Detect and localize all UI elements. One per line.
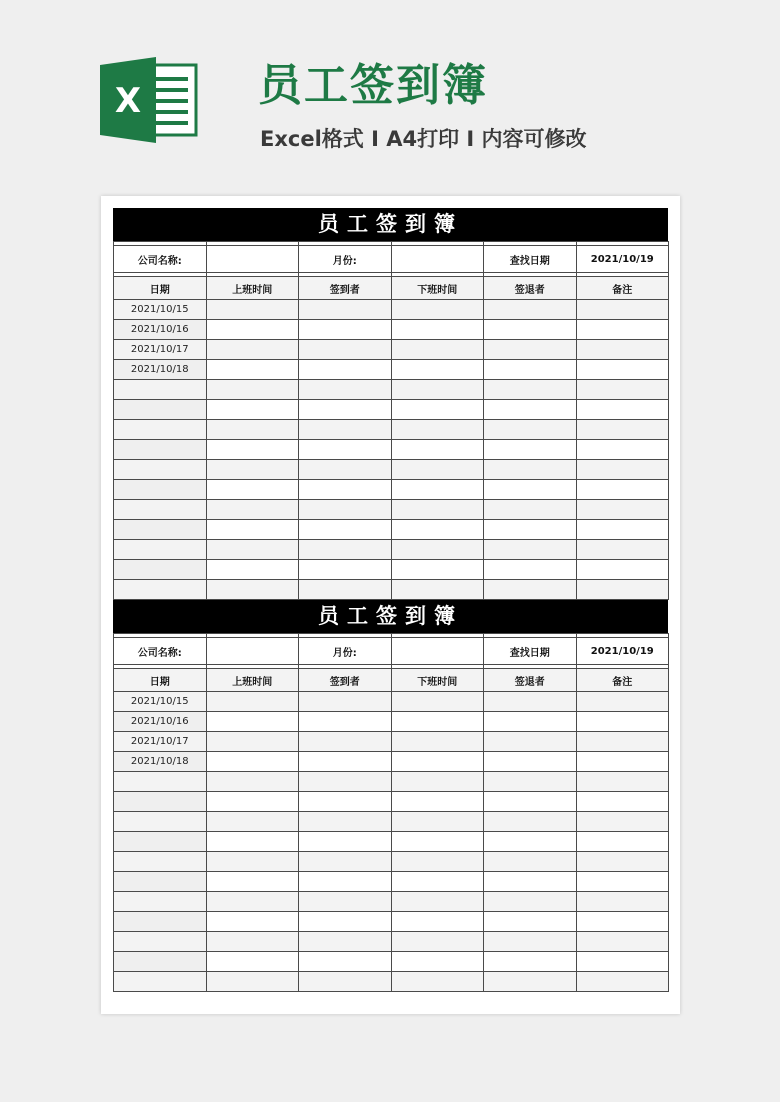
company-name-label: 公司名称: [114,638,207,665]
sign-in-sheet [113,600,668,992]
entry-cell[interactable] [391,480,484,500]
table-row [114,300,669,320]
entry-cell[interactable] [576,580,669,600]
entry-cell[interactable] [299,792,392,812]
page-title: 员工签到簿 [258,60,488,111]
table-row [114,912,669,932]
info-row [114,638,669,665]
document-paper [101,196,680,1014]
date-cell[interactable] [114,400,207,420]
company-name-field[interactable] [206,246,299,273]
entry-cell[interactable] [299,972,392,992]
entry-cell[interactable] [206,692,299,712]
date-cell[interactable] [114,932,207,952]
entry-cell[interactable] [206,540,299,560]
month-field[interactable] [391,638,484,665]
date-cell[interactable] [114,560,207,580]
entry-cell[interactable] [484,812,577,832]
date-cell[interactable] [114,772,207,792]
entry-cell[interactable] [391,560,484,580]
entry-cell[interactable] [391,872,484,892]
query-date-label: 查找日期 [484,246,577,273]
entry-cell[interactable] [484,712,577,732]
entry-cell[interactable] [484,360,577,380]
entry-cell[interactable] [299,400,392,420]
table-row [114,520,669,540]
entry-cell[interactable] [206,400,299,420]
entry-cell[interactable] [576,772,669,792]
date-cell[interactable] [114,520,207,540]
entry-cell[interactable] [391,460,484,480]
entry-cell[interactable] [206,952,299,972]
entry-cell[interactable] [299,912,392,932]
entry-cell[interactable] [299,712,392,732]
entry-cell[interactable] [576,560,669,580]
entry-cell[interactable] [576,460,669,480]
date-cell[interactable] [114,812,207,832]
entry-cell[interactable] [299,460,392,480]
date-cell[interactable] [114,792,207,812]
entry-cell[interactable] [484,400,577,420]
entry-cell[interactable] [576,892,669,912]
entry-cell[interactable] [206,360,299,380]
entry-cell[interactable] [576,520,669,540]
entry-cell[interactable] [206,440,299,460]
entry-cell[interactable] [206,560,299,580]
query-date-field[interactable]: 2021/10/19 [576,246,669,273]
entry-cell[interactable] [576,972,669,992]
table-row [114,832,669,852]
entry-cell[interactable] [391,832,484,852]
column-header: 日期 [114,277,207,300]
table-row [114,812,669,832]
column-header-row [114,669,669,692]
table-row [114,712,669,732]
table-row [114,972,669,992]
entry-cell[interactable] [484,772,577,792]
column-header: 备注 [576,277,669,300]
table-row [114,752,669,772]
month-label: 月份: [299,638,392,665]
entry-cell[interactable] [484,300,577,320]
entry-cell[interactable] [576,360,669,380]
entry-cell[interactable] [299,580,392,600]
entry-cell[interactable] [299,320,392,340]
entry-cell[interactable] [576,832,669,852]
entry-cell[interactable] [206,892,299,912]
entry-cell[interactable] [576,732,669,752]
entry-cell[interactable] [206,752,299,772]
column-header: 签退者 [484,669,577,692]
entry-cell[interactable] [391,300,484,320]
date-cell[interactable]: 2021/10/16 [114,320,207,340]
entry-cell[interactable] [484,320,577,340]
sign-in-sheet [113,208,668,600]
entry-cell[interactable] [576,340,669,360]
table-row [114,540,669,560]
entry-cell[interactable] [576,792,669,812]
entry-cell[interactable] [299,360,392,380]
entry-cell[interactable] [299,560,392,580]
column-header: 签到者 [299,669,392,692]
excel-logo-icon [100,57,198,143]
table-row [114,872,669,892]
entry-cell[interactable] [484,752,577,772]
entry-cell[interactable] [484,792,577,812]
entry-cell[interactable] [391,912,484,932]
entry-cell[interactable] [391,580,484,600]
entry-cell[interactable] [484,952,577,972]
entry-cell[interactable] [299,752,392,772]
entry-cell[interactable] [299,520,392,540]
entry-cell[interactable] [206,732,299,752]
entry-cell[interactable] [206,972,299,992]
entry-cell[interactable] [484,852,577,872]
date-cell[interactable] [114,832,207,852]
entry-cell[interactable] [391,932,484,952]
entry-cell[interactable] [299,480,392,500]
entry-cell[interactable] [484,560,577,580]
entry-cell[interactable] [206,792,299,812]
entry-cell[interactable] [391,380,484,400]
date-cell[interactable]: 2021/10/16 [114,712,207,732]
month-label: 月份: [299,246,392,273]
table-row [114,952,669,972]
table-row [114,692,669,712]
sign-in-table [113,241,669,600]
entry-cell[interactable] [484,892,577,912]
entry-cell[interactable] [484,540,577,560]
entry-cell[interactable] [206,772,299,792]
date-cell[interactable] [114,460,207,480]
entry-cell[interactable] [484,912,577,932]
entry-cell[interactable] [576,692,669,712]
page-header [0,0,780,190]
entry-cell[interactable] [576,440,669,460]
query-date-label: 查找日期 [484,638,577,665]
entry-cell[interactable] [391,320,484,340]
entry-cell[interactable] [206,872,299,892]
entry-cell[interactable] [299,772,392,792]
entry-cell[interactable] [206,932,299,952]
logo-letter: X [114,81,142,121]
entry-cell[interactable] [206,520,299,540]
entry-cell[interactable] [391,400,484,420]
entry-cell[interactable] [484,520,577,540]
column-header: 签退者 [484,277,577,300]
entry-cell[interactable] [576,712,669,732]
entry-cell[interactable] [299,812,392,832]
entry-cell[interactable] [299,540,392,560]
column-header: 下班时间 [391,277,484,300]
table-row [114,580,669,600]
entry-cell[interactable] [576,872,669,892]
entry-cell[interactable] [206,580,299,600]
column-header: 上班时间 [206,277,299,300]
table-row [114,480,669,500]
entry-cell[interactable] [576,752,669,772]
entry-cell[interactable] [391,712,484,732]
page-subtitle: Excel格式 I A4打印 I 内容可修改 [260,127,587,151]
table-row [114,560,669,580]
column-header-row [114,277,669,300]
sign-in-table [113,633,669,992]
table-row [114,792,669,812]
table-row [114,732,669,752]
entry-cell[interactable] [391,340,484,360]
entry-cell[interactable] [206,912,299,932]
entry-cell[interactable] [206,380,299,400]
entry-cell[interactable] [391,892,484,912]
entry-cell[interactable] [299,852,392,872]
date-cell[interactable] [114,892,207,912]
entry-cell[interactable] [576,480,669,500]
date-cell[interactable] [114,872,207,892]
entry-cell[interactable] [484,972,577,992]
column-header: 下班时间 [391,669,484,692]
entry-cell[interactable] [484,500,577,520]
entry-cell[interactable] [299,300,392,320]
entry-cell[interactable] [206,300,299,320]
info-row [114,246,669,273]
entry-cell[interactable] [484,460,577,480]
date-cell[interactable] [114,952,207,972]
entry-cell[interactable] [299,340,392,360]
company-name-label: 公司名称: [114,246,207,273]
entry-cell[interactable] [391,500,484,520]
entry-cell[interactable] [391,692,484,712]
sheet-title: 员工签到簿 [113,600,668,633]
table-row [114,360,669,380]
entry-cell[interactable] [576,380,669,400]
entry-cell[interactable] [391,792,484,812]
entry-cell[interactable] [391,972,484,992]
entry-cell[interactable] [299,732,392,752]
sheet-title: 员工签到簿 [113,208,668,241]
date-cell[interactable] [114,380,207,400]
table-row [114,420,669,440]
date-cell[interactable]: 2021/10/17 [114,732,207,752]
table-row [114,340,669,360]
entry-cell[interactable] [206,500,299,520]
date-cell[interactable] [114,912,207,932]
entry-cell[interactable] [576,812,669,832]
column-header: 签到者 [299,277,392,300]
entry-cell[interactable] [484,440,577,460]
date-cell[interactable] [114,480,207,500]
table-row [114,320,669,340]
entry-cell[interactable] [391,752,484,772]
entry-cell[interactable] [484,932,577,952]
entry-cell[interactable] [299,440,392,460]
table-row [114,440,669,460]
table-row [114,892,669,912]
entry-cell[interactable] [576,852,669,872]
company-name-field[interactable] [206,638,299,665]
month-field[interactable] [391,246,484,273]
date-cell[interactable] [114,440,207,460]
entry-cell[interactable] [484,340,577,360]
entry-cell[interactable] [299,892,392,912]
entry-cell[interactable] [391,852,484,872]
entry-cell[interactable] [206,340,299,360]
entry-cell[interactable] [484,692,577,712]
column-header: 备注 [576,669,669,692]
entry-cell[interactable] [391,420,484,440]
entry-cell[interactable] [484,872,577,892]
entry-cell[interactable] [484,832,577,852]
entry-cell[interactable] [299,500,392,520]
entry-cell[interactable] [206,852,299,872]
date-cell[interactable] [114,540,207,560]
table-row [114,932,669,952]
entry-cell[interactable] [484,732,577,752]
date-cell[interactable] [114,972,207,992]
entry-cell[interactable] [299,380,392,400]
entry-cell[interactable] [576,300,669,320]
entry-cell[interactable] [206,320,299,340]
date-cell[interactable] [114,580,207,600]
column-header: 日期 [114,669,207,692]
entry-cell[interactable] [576,912,669,932]
entry-cell[interactable] [576,320,669,340]
entry-cell[interactable] [576,500,669,520]
entry-cell[interactable] [206,712,299,732]
entry-cell[interactable] [391,540,484,560]
entry-cell[interactable] [206,812,299,832]
date-cell[interactable]: 2021/10/17 [114,340,207,360]
date-cell[interactable] [114,420,207,440]
table-row [114,852,669,872]
entry-cell[interactable] [391,952,484,972]
entry-cell[interactable] [206,420,299,440]
column-header: 上班时间 [206,669,299,692]
entry-cell[interactable] [299,420,392,440]
entry-cell[interactable] [206,832,299,852]
entry-cell[interactable] [391,440,484,460]
table-row [114,500,669,520]
entry-cell[interactable] [391,812,484,832]
entry-cell[interactable] [484,380,577,400]
entry-cell[interactable] [206,460,299,480]
date-cell[interactable] [114,852,207,872]
entry-cell[interactable] [576,420,669,440]
entry-cell[interactable] [206,480,299,500]
table-row [114,460,669,480]
entry-cell[interactable] [391,772,484,792]
date-cell[interactable] [114,500,207,520]
entry-cell[interactable] [299,692,392,712]
entry-cell[interactable] [299,872,392,892]
table-row [114,772,669,792]
entry-cell[interactable] [484,420,577,440]
entry-cell[interactable] [391,360,484,380]
entry-cell[interactable] [391,520,484,540]
entry-cell[interactable] [391,732,484,752]
date-cell[interactable]: 2021/10/18 [114,752,207,772]
table-row [114,400,669,420]
entry-cell[interactable] [576,400,669,420]
entry-cell[interactable] [484,580,577,600]
entry-cell[interactable] [576,932,669,952]
table-row [114,380,669,400]
entry-cell[interactable] [576,540,669,560]
entry-cell[interactable] [299,932,392,952]
entry-cell[interactable] [299,832,392,852]
entry-cell[interactable] [576,952,669,972]
query-date-field[interactable]: 2021/10/19 [576,638,669,665]
entry-cell[interactable] [299,952,392,972]
date-cell[interactable]: 2021/10/18 [114,360,207,380]
entry-cell[interactable] [484,480,577,500]
date-cell[interactable]: 2021/10/15 [114,300,207,320]
date-cell[interactable]: 2021/10/15 [114,692,207,712]
